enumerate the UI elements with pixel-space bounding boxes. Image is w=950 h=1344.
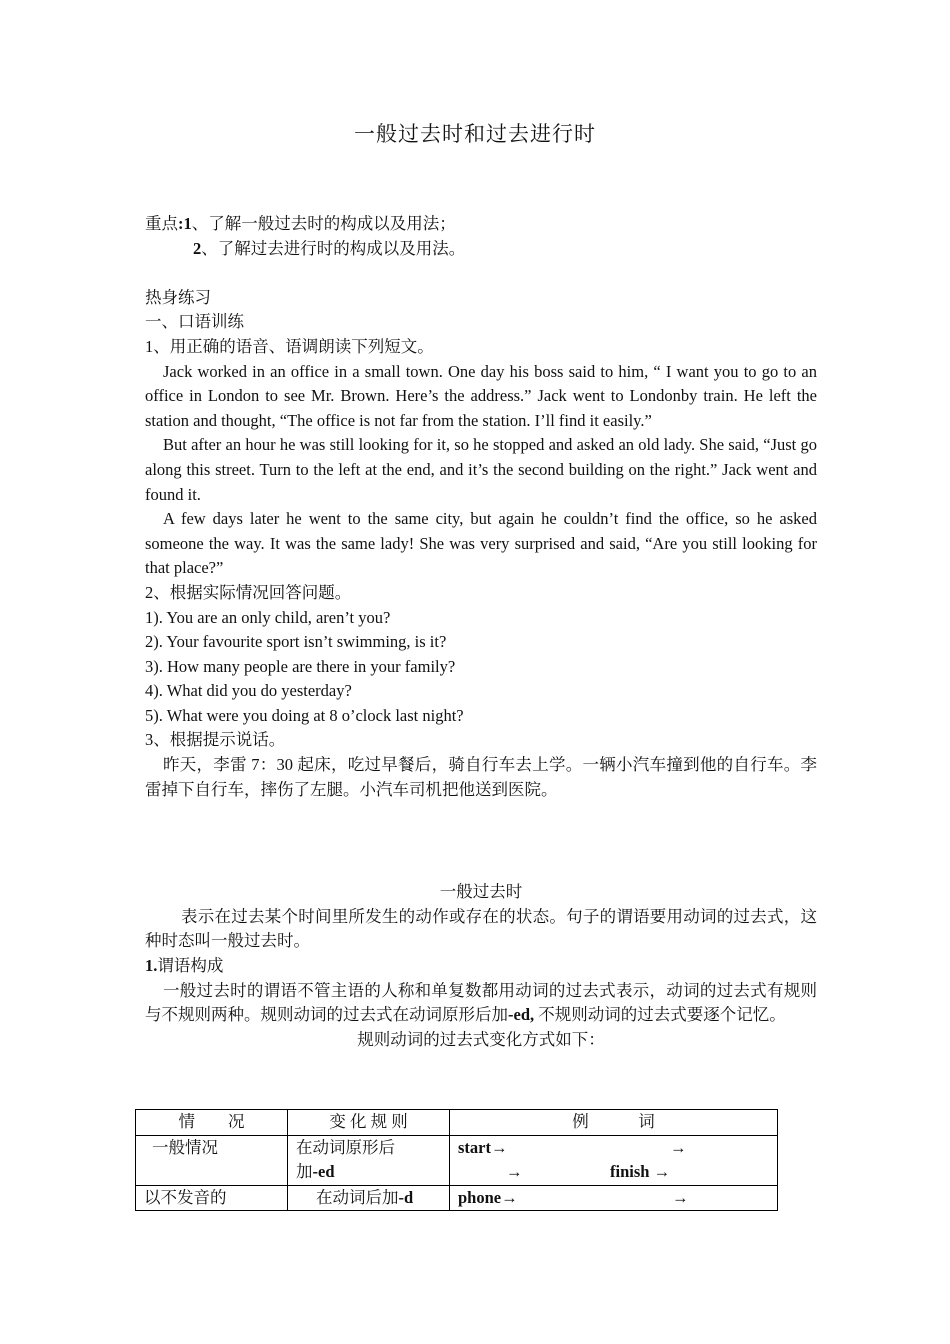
task-1: 1、用正确的语音、语调朗读下列短文。 [145, 336, 434, 356]
construction-paragraph: 一般过去时的谓语不管主语的人称和单复数都用动词的过去式表示，动词的过去式有规则与不规则两种。规则动词的过去式在动词原形后加-ed, 不规则动词的过去式要逐个记忆。 [145, 980, 817, 1025]
header-situation: 情 况 [136, 1110, 288, 1136]
header-rule: 变 化 规 则 [288, 1110, 450, 1136]
row1-rule: 在动词原形后 加-ed [288, 1135, 450, 1185]
task-2: 2、根据实际情况回答问题。 [145, 582, 352, 602]
key-points-num2: 2 [193, 238, 202, 258]
sub-num: 1. [145, 956, 158, 976]
example-start: start [458, 1137, 491, 1157]
passage-paragraph: A few days later he went to the same city, but again he couldn’t find the office, so he asked someone the way. It was the same lady! She was very surprised and said, “Are you still looking for that place?” [145, 509, 817, 578]
question-item: 5). What were you doing at 8 o’clock last night? [145, 705, 464, 725]
key-points-line-1 [145, 212, 817, 237]
row2-situation: 以不发音的 [136, 1185, 288, 1211]
passage-paragraph: Jack worked in an office in a small town. One day his boss said to him, “ I want you to go to an office in London to see Mr. Brown. Here’s the address.” Jack went to Londonby train. He left the station and thought, “The office is not far from the station. I’ll find it easily.” [145, 361, 817, 430]
row1-examples: start→ → → finish → [450, 1135, 778, 1185]
table-caption: 规则动词的过去式变化方式如下： [357, 1029, 605, 1049]
simple-past-definition: 表示在过去某个时间里所发生的动作或存在的状态。句子的谓语要用动词的过去式，这种时态叫一般过去时。 [145, 906, 817, 951]
question-item: 3). How many people are there in your family? [145, 656, 456, 676]
document-body [145, 212, 817, 1052]
speaking-prompt: 昨天，李雷 7：30 起床，吃过早餐后，骑自行车去上学。一辆小汽车撞到他的自行车。李雷掉下自行车，摔伤了左腿。小汽车司机把他送到医院。 [145, 755, 817, 799]
simple-past-heading: 一般过去时 [439, 882, 523, 902]
row2-examples: phone→ → [450, 1185, 778, 1211]
example-finish: finish [610, 1162, 650, 1182]
predicate-construction-heading [145, 954, 817, 979]
table-header-row [136, 1110, 778, 1136]
key-point-1: 、了解一般过去时的构成以及用法； [191, 214, 456, 233]
key-points-num1: :1 [178, 214, 192, 233]
key-point-2: 、了解过去进行时的构成以及用法。 [201, 238, 466, 258]
passage-paragraph: But after an hour he was still looking for it, so he stopped and asked an old lady. She said, “Just go along this street. Turn to the left at the end, and it’s the second building on the right.” Jack went and found it. [145, 435, 817, 504]
table-row [136, 1135, 778, 1185]
row2-rule: 在动词后加-d [288, 1185, 450, 1211]
table-row [136, 1185, 778, 1211]
past-tense-rules-table [135, 1109, 778, 1211]
header-example: 例 词 [450, 1110, 778, 1136]
key-points-line-2 [145, 237, 817, 262]
sub-label: 谓语构成 [157, 956, 224, 976]
warmup-heading: 热身练习 [145, 287, 211, 307]
page-title: 一般过去时和过去进行时 [354, 122, 596, 146]
question-item: 1). You are an only child, aren’t you? [145, 607, 391, 627]
question-item: 2). Your favourite sport isn’t swimming, is it? [145, 632, 447, 652]
ed-suffix: -ed, [508, 1005, 535, 1025]
task-3: 3、根据提示说话。 [145, 730, 286, 750]
key-points-label: 重点 [145, 214, 178, 233]
question-item: 4). What did you do yesterday? [145, 681, 352, 701]
example-phone: phone [458, 1187, 502, 1207]
section-oral-training: 一、口语训练 [145, 312, 244, 332]
row1-situation: 一般情况 [136, 1135, 288, 1185]
